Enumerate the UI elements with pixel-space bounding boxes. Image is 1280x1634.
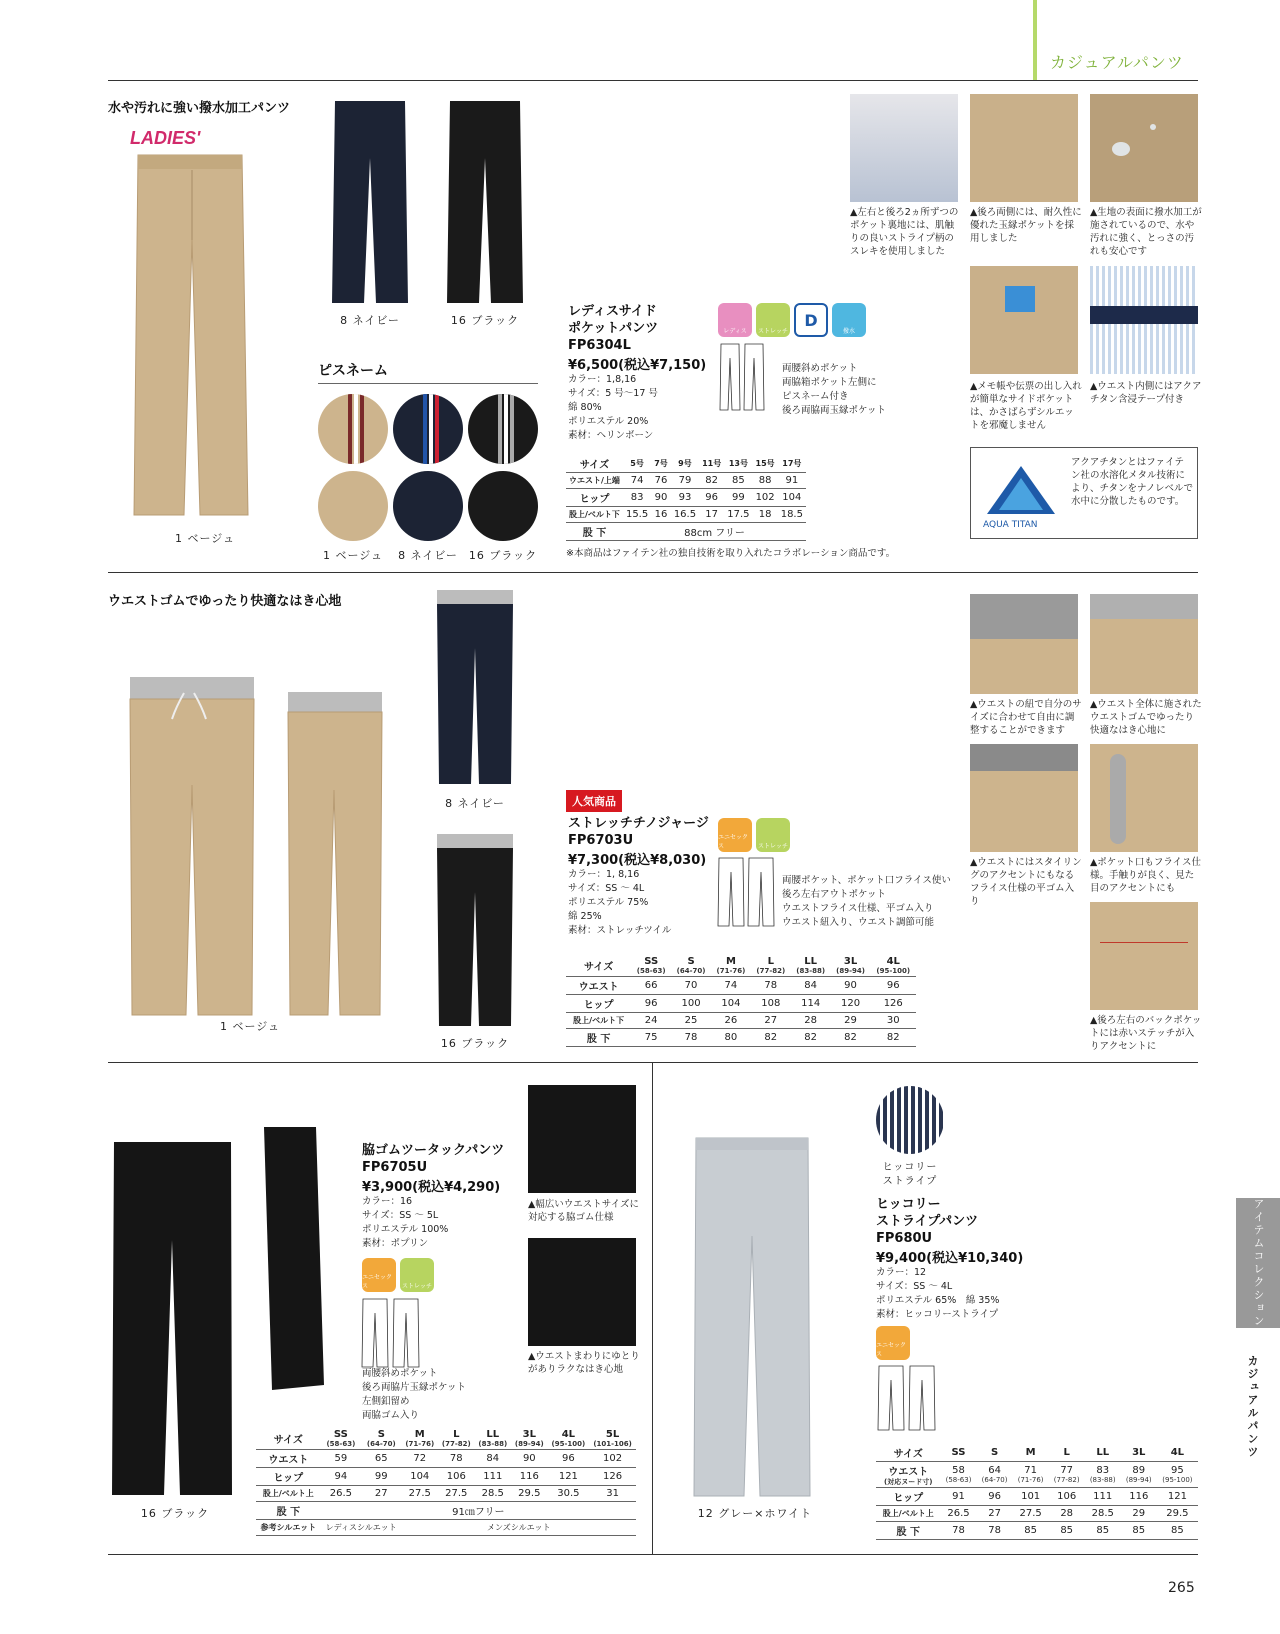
table-row: 股 下 75 78 80 82 82 82 82 bbox=[566, 1029, 916, 1047]
product-price: ¥6,500(税込¥7,150) bbox=[568, 358, 707, 373]
pis-caption-beige: 1 ベージュ bbox=[322, 549, 384, 562]
photo-caption: ▲ウエストにはスタイリングのアクセントにもなるフライス仕様の平ゴム入り bbox=[970, 857, 1082, 907]
photo-caption: ▲幅広いウエストサイズに対応する脇ゴム仕様 bbox=[528, 1199, 640, 1223]
swatch-caption-2: ストライプ bbox=[882, 1176, 938, 1187]
feature-line: 両腰斜めポケット bbox=[362, 1368, 438, 1379]
spec-line: カラー：16 bbox=[362, 1196, 413, 1207]
product-name-line1: ヒッコリー bbox=[876, 1197, 941, 1212]
aqua-tape-photo bbox=[1090, 266, 1198, 374]
divider bbox=[108, 1062, 1198, 1063]
ladies-badge-icon: レディス bbox=[718, 303, 752, 337]
back-pocket-photo bbox=[970, 94, 1078, 202]
aqua-titan-box bbox=[970, 447, 1198, 539]
feature-list bbox=[782, 362, 886, 418]
navy-pant-image bbox=[330, 98, 410, 308]
photo-caption: ▲ウエストの紐で自分のサイズに合わせて自由に調整することができます bbox=[970, 699, 1082, 736]
table-row: 股 下 88cm フリー bbox=[566, 523, 806, 541]
fabric-beige-swatch bbox=[318, 471, 388, 541]
divider bbox=[652, 1062, 653, 1554]
divider bbox=[108, 80, 1198, 81]
product-code: FP6705U bbox=[362, 1160, 428, 1175]
waist-flat-rubber-photo bbox=[970, 744, 1078, 852]
black-caption: 16 ブラック bbox=[450, 314, 520, 327]
black-jogger-caption: 16 ブラック bbox=[440, 1037, 510, 1050]
table-header-row: サイズ SS (58-63) S (64-70) M (71-76) L (77-82) LL (83-88) 3L (89-94) 4L (95-100) bbox=[566, 955, 916, 977]
beige-jogger-back-image bbox=[286, 690, 384, 1020]
feature-line: ピスネーム付き bbox=[782, 391, 849, 402]
fabric-black-swatch bbox=[468, 471, 538, 541]
product-code: FP680U bbox=[876, 1231, 933, 1246]
back-pocket-stitch-photo bbox=[1090, 902, 1198, 1010]
unisex-badge-icon: ユニセックス bbox=[718, 818, 752, 852]
photo-caption: ▲左右と後ろ2ヵ所ずつのポケット裏地には、肌触りの良いストライプ柄のスレキを使用しました bbox=[850, 207, 959, 257]
swatch-caption-1: ヒッコリー bbox=[882, 1162, 938, 1173]
photo-caption: ▲メモ帳や伝票の出し入れが簡単なサイドポケットは、かさばらずシルエットを邪魔しません bbox=[970, 381, 1082, 431]
spec-line: 素材：ヘリンボーン bbox=[568, 430, 654, 441]
header-accent-bar bbox=[1033, 0, 1037, 80]
table-row: 股 下 91㎝フリー bbox=[256, 1502, 636, 1520]
hickory-stripe-swatch bbox=[876, 1086, 944, 1154]
black-jogger-image bbox=[435, 832, 515, 1030]
grey-hickory-pant-image bbox=[692, 1136, 812, 1501]
water-repellent-badge-icon: 撥水 bbox=[832, 303, 866, 337]
feature-line: 左側釦留め bbox=[362, 1396, 410, 1407]
photo-caption: ▲後ろ左右のバックポケットには赤いステッチが入りアクセントに bbox=[1090, 1015, 1202, 1052]
waist-comfort-photo bbox=[528, 1238, 636, 1346]
photo-caption: ▲生地の表面に撥水加工が施されているので、水や汚れに強く、とっさの汚れも安心です bbox=[1090, 207, 1202, 257]
aqua-titan-logo-icon bbox=[985, 464, 1057, 516]
table-row: ヒップ 83 90 93 96 99 102 104 bbox=[566, 489, 806, 507]
spec-line: カラー：1, 8,16 bbox=[568, 869, 640, 880]
spec-line: 綿 80% bbox=[568, 402, 602, 413]
table-row: ウエスト/上端 74 76 79 82 85 88 91 bbox=[566, 473, 806, 489]
product-info-fp680u bbox=[876, 1196, 1056, 1322]
silhouette-front-icon bbox=[360, 1297, 422, 1369]
product-info-fp6705u bbox=[362, 1142, 522, 1251]
product-code: FP6703U bbox=[568, 833, 634, 848]
product-name: 脇ゴムツータックパンツ bbox=[362, 1143, 505, 1158]
navy-jogger-caption: 8 ネイビー bbox=[445, 797, 505, 810]
photo-caption: ▲ウエスト内側にはアクアチタン含浸テープ付き bbox=[1090, 381, 1202, 405]
navy-caption: 8 ネイビー bbox=[340, 314, 400, 327]
pisname-black-swatch bbox=[468, 394, 538, 464]
beige-jogger-caption: 1 ベージュ bbox=[219, 1020, 281, 1033]
side-pocket-photo bbox=[970, 266, 1078, 374]
table-header: 5号 bbox=[623, 455, 651, 473]
feature-line: 両腰斜めポケット bbox=[782, 363, 858, 374]
table-row: ウエスト 59 65 72 78 84 90 96 102 bbox=[256, 1450, 636, 1468]
aqua-titan-label: AQUA TITAN bbox=[983, 520, 1038, 530]
silhouette-front-icon bbox=[718, 342, 766, 412]
spec-line: ポリエステル 75% bbox=[568, 897, 649, 908]
beige-caption: 1 ベージュ bbox=[174, 532, 236, 545]
table-row: 股上/ベルト下 15.5 16 16.5 17 17.5 18 18.5 bbox=[566, 507, 806, 523]
spec-line: ポリエステル 100% bbox=[362, 1224, 449, 1235]
table-row: ヒップ 91 96 101 106 111 116 121 bbox=[876, 1488, 1198, 1506]
product-code: FP6304L bbox=[568, 338, 631, 353]
side-rubber-photo bbox=[528, 1085, 636, 1193]
spec-line: サイズ：SS 〜 4L bbox=[568, 883, 645, 894]
table-header-row: サイズ SS S M L LL 3L 4L bbox=[876, 1444, 1198, 1462]
table-header: 15号 bbox=[753, 455, 778, 473]
table-header-row: サイズ SS (58-63) S (64-70) M (71-76) L (77-82) LL (83-88) 3L (89-94) 4L (95-100) 5L (101-106) bbox=[256, 1428, 636, 1450]
feature-line: 後ろ両脇片玉縁ポケット bbox=[362, 1382, 467, 1393]
size-table-fp680u bbox=[876, 1444, 1198, 1540]
black-tuck-caption: 16 ブラック bbox=[140, 1507, 210, 1520]
feature-line: ウエストフライス仕様、平ゴム入り bbox=[782, 903, 934, 914]
product-info-fp6703u bbox=[568, 815, 718, 938]
drawstring-photo bbox=[970, 594, 1078, 694]
spec-line: サイズ：5 号〜17 号 bbox=[568, 388, 658, 399]
navy-jogger-image bbox=[435, 588, 515, 788]
spec-line: 綿 25% bbox=[568, 911, 602, 922]
ladies-label: LADIES' bbox=[130, 128, 201, 148]
table-header: 11号 bbox=[699, 455, 724, 473]
collab-note: ※本商品はファイテン社の独自技術を取り入れたコラボレーション商品です。 bbox=[566, 548, 896, 559]
size-table-fp6304l bbox=[566, 455, 806, 541]
table-row: ウエスト 66 70 74 78 84 90 96 bbox=[566, 977, 916, 995]
product-price: ¥9,400(税込¥10,340) bbox=[876, 1251, 1024, 1266]
side-tab-item-collection[interactable]: アイテムコレクション bbox=[1236, 1198, 1280, 1328]
unisex-badge-icon: ユニセックス bbox=[876, 1326, 910, 1360]
pocket-opening-photo bbox=[1090, 744, 1198, 852]
divider bbox=[108, 572, 1198, 573]
table-header: サイズ bbox=[566, 455, 623, 473]
product-price: ¥3,900(税込¥4,290) bbox=[362, 1180, 501, 1195]
feature-line: 後ろ両脇両玉縁ポケット bbox=[782, 405, 887, 416]
spec-line: カラー：12 bbox=[876, 1267, 927, 1278]
feature-list bbox=[782, 874, 951, 930]
pis-caption-navy: 8 ネイビー bbox=[398, 549, 458, 562]
beige-pant-image bbox=[130, 150, 250, 525]
table-header: 17号 bbox=[778, 455, 806, 473]
pisname-title: ピスネーム bbox=[318, 363, 388, 379]
feature-list bbox=[362, 1367, 466, 1423]
popular-badge: 人気商品 bbox=[566, 790, 622, 812]
stretch-badge-icon: ストレッチ bbox=[756, 818, 790, 852]
spec-line: サイズ：SS 〜 4L bbox=[876, 1281, 953, 1292]
spec-line: サイズ：SS 〜 5L bbox=[362, 1210, 439, 1221]
size-table-fp6705u bbox=[256, 1428, 636, 1536]
divider bbox=[108, 1554, 1198, 1555]
divider bbox=[318, 383, 538, 384]
phiten-logo-icon: D bbox=[794, 303, 828, 337]
section1-headline: 水や汚れに強い撥水加工パンツ bbox=[108, 101, 291, 116]
feature-line: 後ろ左右アウトポケット bbox=[782, 889, 887, 900]
photo-caption: ▲ポケット口もフライス仕様。手触りが良く、見た目のアクセントにも bbox=[1090, 857, 1201, 894]
fabric-navy-swatch bbox=[393, 471, 463, 541]
table-row: 股上/ベルト上 26.5 27 27.5 28 28.5 29 29.5 bbox=[876, 1506, 1198, 1522]
table-header: 9号 bbox=[671, 455, 699, 473]
size-table-fp6703u bbox=[566, 955, 916, 1047]
spec-line: 素材：ストレッチツイル bbox=[568, 925, 672, 936]
waist-rubber-photo bbox=[1090, 594, 1198, 694]
product-name-line1: レディスサイド bbox=[568, 304, 657, 319]
product-name: ストレッチチノジャージ bbox=[568, 816, 709, 831]
table-row: 股上/ベルト上 26.5 27 27.5 27.5 28.5 29.5 30.5 31 bbox=[256, 1486, 636, 1502]
pis-caption-black: 16 ブラック bbox=[468, 549, 538, 562]
table-row: ヒップ 94 99 104 106 111 116 121 126 bbox=[256, 1468, 636, 1486]
pisname-navy-swatch bbox=[393, 394, 463, 464]
product-name-line2: ポケットパンツ bbox=[568, 321, 659, 336]
feature-line: 両腰ポケット、ポケット口フライス使い bbox=[782, 875, 951, 886]
grey-hickory-caption: 12 グレー×ホワイト bbox=[697, 1507, 813, 1520]
black-tuck-pant-front-image bbox=[110, 1140, 235, 1500]
silhouette-front-icon bbox=[876, 1364, 938, 1432]
aqua-titan-text: アクアチタンとはファイテン社の水溶化メタル技術により、チタンをナノレベルで水中に分散したものです。 bbox=[1071, 457, 1193, 507]
black-pant-image bbox=[445, 98, 525, 308]
table-header: 13号 bbox=[724, 455, 752, 473]
unisex-badge-icon: ユニセックス bbox=[362, 1258, 396, 1292]
table-row: 参考シルエット レディスシルエット メンズシルエット bbox=[256, 1520, 636, 1536]
product-name-line2: ストライプパンツ bbox=[876, 1214, 979, 1229]
table-header: 7号 bbox=[651, 455, 671, 473]
water-drop-photo bbox=[1090, 94, 1198, 202]
pocket-lining-photo bbox=[850, 94, 958, 202]
table-row: 股上/ベルト下 24 25 26 27 28 29 30 bbox=[566, 1013, 916, 1029]
spec-line: ポリエステル 65% 綿 35% bbox=[876, 1295, 1000, 1306]
product-price: ¥7,300(税込¥8,030) bbox=[568, 853, 707, 868]
beige-jogger-front-image bbox=[128, 675, 256, 1020]
feature-line: ウエスト紐入り、ウエスト調節可能 bbox=[782, 917, 935, 928]
table-row: ヒップ 96 100 104 108 114 120 126 bbox=[566, 995, 916, 1013]
section2-headline: ウエストゴムでゆったり快適なはき心地 bbox=[108, 594, 342, 609]
silhouette-front-icon bbox=[716, 856, 776, 928]
category-title: カジュアルパンツ bbox=[1050, 53, 1184, 72]
table-row: ウエスト (対応ヌード寸) 58 (58-63) 64 (64-70) 71 (71-76) 77 (77-82) 83 (83-88) 89 (89-94) 95 (95-100) bbox=[876, 1462, 1198, 1488]
spec-line: 素材：ヒッコリーストライプ bbox=[876, 1309, 999, 1320]
photo-caption: ▲ウエストまわりにゆとりがありラクなはき心地 bbox=[528, 1351, 640, 1375]
spec-line: ポリエステル 20% bbox=[568, 416, 649, 427]
photo-caption: ▲ウエスト全体に施されたウエストゴムでゆったり快適なはき心地に bbox=[1090, 699, 1202, 736]
table-row: 股 下 78 78 85 85 85 85 85 bbox=[876, 1522, 1198, 1540]
stretch-badge-icon: ストレッチ bbox=[400, 1258, 434, 1292]
feature-line: 両脇ゴム入り bbox=[362, 1410, 420, 1421]
spec-line: 素材：ポプリン bbox=[362, 1238, 429, 1249]
pisname-beige-swatch bbox=[318, 394, 388, 464]
stretch-badge-icon: ストレッチ bbox=[756, 303, 790, 337]
product-info-fp6304l bbox=[568, 303, 718, 443]
spec-line: カラー：1,8,16 bbox=[568, 374, 637, 385]
black-tuck-pant-side-image bbox=[258, 1125, 328, 1395]
side-category-label: カジュアルパンツ bbox=[1246, 1355, 1259, 1459]
photo-caption: ▲後ろ両側には、耐久性に優れた玉縁ポケットを採用しました bbox=[970, 207, 1082, 244]
feature-line: 両脇箱ポケット左側に bbox=[782, 377, 877, 388]
page-number: 265 bbox=[1168, 1580, 1195, 1596]
